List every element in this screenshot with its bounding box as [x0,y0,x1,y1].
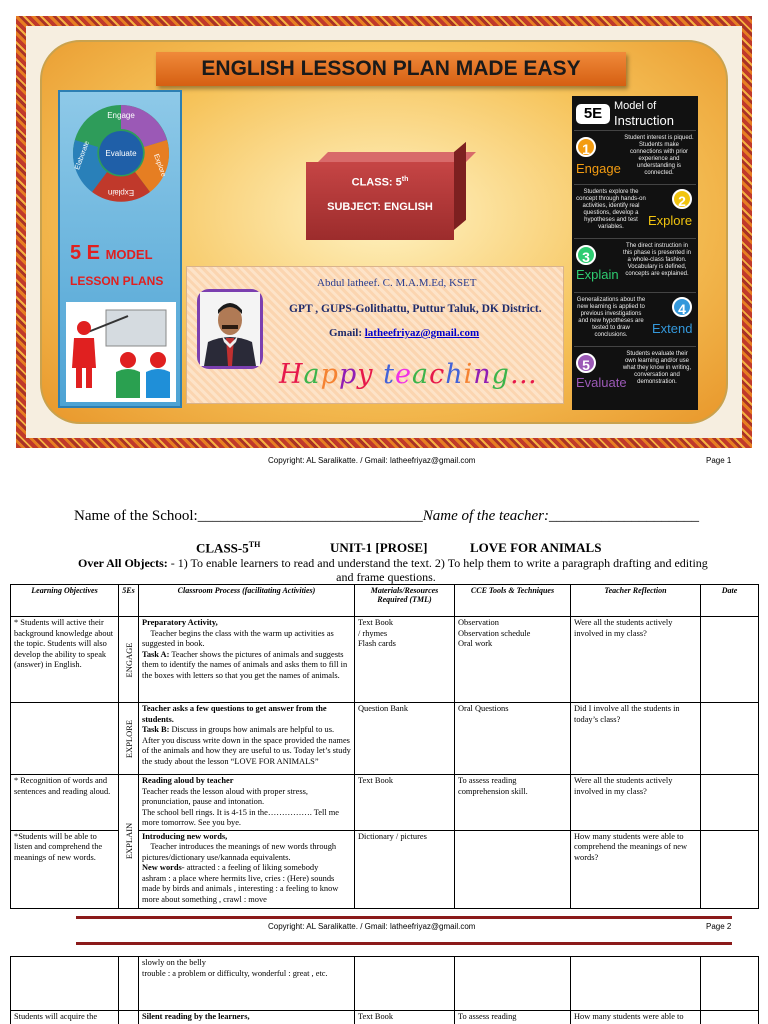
step-number: 3 [576,245,596,265]
happy-letter: c [429,359,446,390]
row-reflection: Did I involve all the students in today’s class? [571,703,701,775]
school-label: Name of the School: [74,508,198,524]
row-date [701,1011,759,1024]
col-cce-tools: CCE Tools & Techniques [455,585,571,617]
gmail-link[interactable]: latheefriyaz@gmail.com [364,327,480,339]
row-cce: Oral Questions [455,703,571,775]
happy-letter: h [445,359,464,390]
cycle-label-evaluate: Evaluate [105,149,137,158]
row-reflection: Were all the students actively involved in my class? [571,617,701,703]
happy-letter: i [463,359,474,390]
model-header [576,100,694,128]
row-reflection: How many students were able to [571,1011,701,1024]
row-process: Teacher asks a few questions to get answer from the students. Task B: Discuss in groups how animals are helpful to us. After you discuss write down in the space provided the names of the animals and how they are useful to us. Today let’s study the study about the lesson “LOVE FOR ANIMALS” [139,703,355,775]
lesson-plans-label: LESSON PLANS [70,274,164,288]
step-number: 4 [672,297,692,317]
happy-letter: p [320,359,339,390]
lesson-plan-table-continued [10,956,759,1024]
row-objective: * Students will active their background knowledge about the topic. Students will also develop the ability to speak (answer) in English. [11,617,119,703]
step-name: Explain [576,267,619,282]
school-teacher-line [74,508,699,525]
five-e-heading [70,242,153,265]
row-process: slowly on the belly trouble : a problem or difficulty, wonderful : great , etc. [139,957,355,1011]
row-process: Preparatory Activity, Teacher begins the class with the warm up activities as suggested in book. Task A: Teacher shows the pictures of animals and suggests them to identify the names of animals and asks them to fill in the boxes with letters so that you get the names of animals. [139,617,355,703]
row-cce [455,957,571,1011]
row-cce: To assess reading comprehension skill. [455,775,571,831]
cycle-label-elaborate: Elaborate [74,140,92,171]
row-materials: Question Bank [355,703,455,775]
row-process: Reading aloud by teacher Teacher reads the lesson aloud with proper stress, pronunciation, pause and intonation. The school bell rings. It is 4-15 in the……………. Tell me more tomorrow. See you bye. [139,775,355,831]
row-phase: ENGAGE [119,617,139,703]
row-date [701,957,759,1011]
page-1-footer [0,456,768,468]
class-subject-cube [306,162,454,240]
page-number-1: Page 1 [706,456,732,465]
class-label: CLASS: 5th [351,176,409,189]
row-phase: EXPLORE [119,703,139,775]
step-name: Engage [576,161,621,176]
step-name: Explore [648,213,693,228]
table-row [11,1011,759,1024]
row-cce [455,830,571,908]
table-row [11,703,759,775]
happy-letter: n [473,359,492,390]
step-number: 5 [576,353,596,373]
col-classroom-process: Classroom Process (facilitating Activities) [139,585,355,617]
row-date [701,830,759,908]
row-reflection [571,957,701,1011]
five-e-text: 5 E [70,242,101,264]
step-description: The direct instruction in this phase is presented in a whole-class fashion. Vocabulary is defined, concepts are explained. [622,243,692,277]
happy-letter: p [338,359,358,390]
happy-teaching-banner [279,359,538,390]
five-e-badge: 5E [576,104,610,124]
col-learning-objectives: Learning Objectives [11,585,119,617]
table-row [11,957,759,1011]
subject-label: SUBJECT: ENGLISH [327,200,433,213]
step-name: Extend [652,321,693,336]
row-phase: EXPLAIN [119,775,139,909]
step-description: Student interest is piqued. Students make connections with prior experience and understanding is connected. [624,135,694,176]
happy-letter: y [357,359,374,390]
row-date [701,703,759,775]
cycle-label-engage: Engage [107,111,135,120]
model-step-explain [574,238,696,292]
row-objective: Students will acquire the [11,1011,119,1024]
step-number: 2 [672,189,692,209]
happy-letter: … [509,359,538,390]
step-description: Students explore the concept through hands-on activities, identify real questions, develop a hypotheses and test variables. [576,189,646,230]
row-process: Silent reading by the learners, [139,1011,355,1024]
topic-heading: LOVE FOR ANIMALS [470,540,602,555]
objectives-line2: and frame questions. [336,570,436,584]
row-reflection: How many students were able to comprehend the meanings of new words? [571,830,701,908]
lesson-plan-table [10,584,759,909]
row-phase [119,957,139,1011]
row-materials: Text Book [355,775,455,831]
step-name: Evaluate [576,375,627,390]
class-cube-top [318,152,476,162]
step-description: Generalizations about the new learning is applied to previous investigations and new hypotheses are tested to draw conclusions. [576,297,646,338]
model-title-line2: Instruction [614,113,674,128]
teacher-blank: ____________________ [548,508,699,524]
person-photo-icon [200,292,260,366]
author-school: GPT , GUPS-Golithattu, Puttur Taluk, DK District. [289,303,542,315]
row-objective [11,957,119,1011]
row-cce: Observation Observation schedule Oral work [455,617,571,703]
model-step-evaluate [574,346,696,400]
row-cce: To assess reading [455,1011,571,1024]
col-materials: Materials/Resources Required (TML) [355,585,455,617]
row-objective [11,703,119,775]
happy-letter [374,359,384,390]
author-name: Abdul latheef. C. M.A.M.Ed, KSET [317,277,477,289]
page-3-header-rule [76,942,732,945]
row-materials: Text Book [355,1011,455,1024]
model-text: MODEL [105,247,153,262]
five-e-cycle-diagram [68,100,174,206]
happy-letter: t [383,359,395,390]
class-cube-side [454,142,466,230]
author-gmail: Gmail: latheefriyaz@gmail.com [329,327,480,339]
table-row [11,775,759,831]
row-objective: * Recognition of words and sentences and reading aloud. [11,775,119,831]
happy-letter: g [491,359,510,390]
author-photo [197,289,263,369]
page-2-footer-rule [76,916,732,919]
step-number: 1 [576,137,596,157]
school-blank: ______________________________ [197,508,423,524]
model-step-extend [574,292,696,346]
row-objective: *Students will be able to listen and comprehend the meanings of new words. [11,830,119,908]
table-row [11,617,759,703]
col-5es: 5Es [119,585,139,617]
five-e-side-panel [58,90,182,408]
col-date: Date [701,585,759,617]
happy-letter: H [279,359,304,390]
model-step-engage [574,130,696,184]
class-heading: CLASS-5TH [196,540,261,556]
cycle-label-explore: Explore [152,153,167,178]
col-teacher-reflection: Teacher Reflection [571,585,701,617]
table-header-row [11,585,759,617]
overall-objectives [78,556,734,584]
row-date [701,617,759,703]
step-description: Students evaluate their own learning and/or use what they know in writing, conversation and demonstration. [622,351,692,385]
happy-letter: a [411,359,430,390]
objectives-text: - 1) To enable learners to read and understand the text. 2) To help them to write a paragraph drafting and editing [170,556,708,570]
teacher-classroom-icon [66,302,176,402]
author-info-panel [186,266,564,404]
cover-title: ENGLISH LESSON PLAN MADE EASY [156,52,626,86]
cycle-label-explain: Explain [107,188,135,197]
unit-heading: UNIT-1 [PROSE] [330,540,428,555]
happy-letter: e [394,359,412,390]
five-e-model-chart [572,96,698,410]
page-2-footer [0,922,768,934]
row-date [701,775,759,831]
page-number-2: Page 2 [706,922,732,931]
teacher-label: Name of the teacher: [422,508,549,524]
row-materials: Dictionary / pictures [355,830,455,908]
row-materials: Text Book / rhymes Flash cards [355,617,455,703]
row-reflection: Were all the students actively involved in my class? [571,775,701,831]
model-title-line1: Model of [614,100,657,112]
objectives-label: Over All Objects: [78,556,171,570]
row-phase [119,1011,139,1024]
row-process: Introducing new words, Teacher introduces the meanings of new words through pictures/dictionary use/kannada equivalents. New words- attracted : a feeling of liking somebody ashram : a place where hermits live, cries : (Here) sounds made by birds and animals , interesting : a feeling to know more about something , crawl : move [139,830,355,908]
model-step-explore [574,184,696,238]
copyright-text: Copyright: AL Saralikatte. / Gmail: latheefriyaz@gmail.com [268,922,476,931]
row-materials [355,957,455,1011]
copyright-text: Copyright: AL Saralikatte. / Gmail: latheefriyaz@gmail.com [268,456,476,465]
happy-letter: a [303,359,321,390]
